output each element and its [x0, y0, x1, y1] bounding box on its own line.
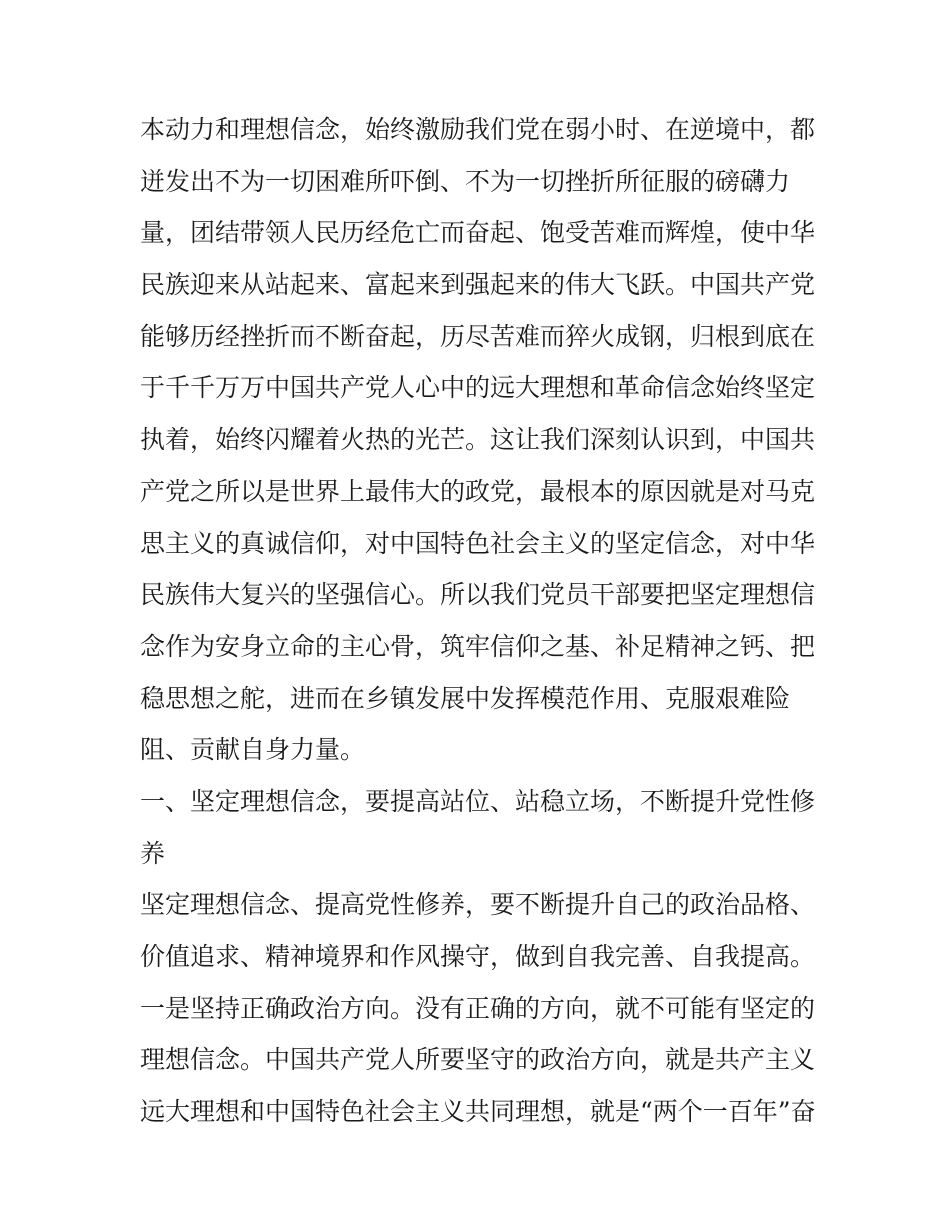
text-line: 量，团结带领人民历经危亡而奋起、饱受苦难而辉煌，使中华	[140, 218, 816, 248]
text-line: 思主义的真诚信仰，对中国特色社会主义的坚定信念，对中华	[140, 528, 816, 558]
section-heading-line: 养	[140, 838, 166, 868]
text-line: 坚定理想信念、提高党性修养，要不断提升自己的政治品格、	[140, 890, 816, 920]
text-line: 能够历经挫折而不断奋起，历尽苦难而猝火成钢，归根到底在	[140, 321, 816, 351]
text-line: 民族迎来从站起来、富起来到强起来的伟大飞跃。中国共产党	[140, 270, 816, 300]
document-body	[140, 104, 820, 1138]
text-line: 稳思想之舵，进而在乡镇发展中发挥模范作用、克服艰难险	[140, 683, 791, 713]
text-line: 理想信念。中国共产党人所要坚守的政治方向，就是共产主义	[140, 1045, 816, 1075]
text-line: 产党之所以是世界上最伟大的政党，最根本的原因就是对马克	[140, 476, 816, 506]
text-line: 本动力和理想信念，始终激励我们党在弱小时、在逆境中，都	[140, 115, 816, 144]
text-line: 阻、贡献自身力量。	[140, 735, 366, 765]
text-line: 执着，始终闪耀着火热的光芒。这让我们深刻认识到，中国共	[140, 425, 816, 455]
text-line: 念作为安身立命的主心骨，筑牢信仰之基、补足精神之钙、把	[140, 631, 816, 661]
section-heading-line: 一、坚定理想信念，要提高站位、站稳立场，不断提升党性修	[140, 786, 816, 816]
text-line: 远大理想和中国特色社会主义共同理想，就是“两个一百年”奋	[140, 1097, 816, 1127]
text-line: 迸发出不为一切困难所吓倒、不为一切挫折所征服的磅礴力	[140, 166, 791, 196]
text-line: 价值追求、精神境界和作风操守，做到自我完善、自我提高。	[140, 942, 816, 971]
text-line: 于千千万万中国共产党人心中的远大理想和革命信念始终坚定	[140, 373, 816, 403]
text-line: 民族伟大复兴的坚强信心。所以我们党员干部要把坚定理想信	[140, 580, 816, 610]
text-line: 一是坚持正确政治方向。没有正确的方向，就不可能有坚定的	[140, 993, 816, 1023]
